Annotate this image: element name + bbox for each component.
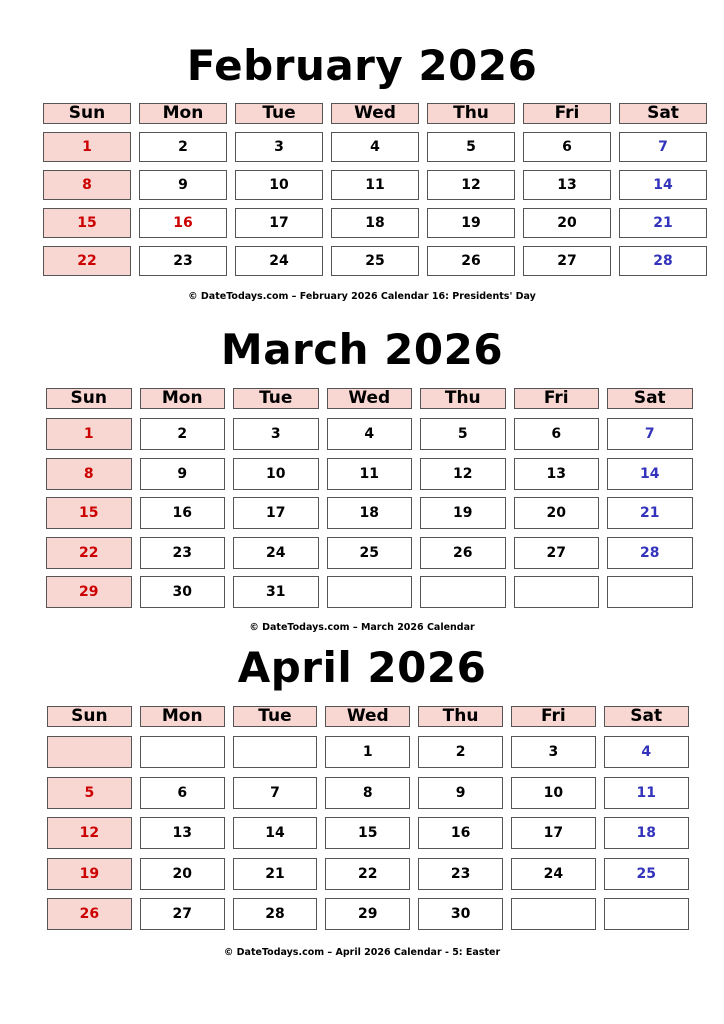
day-cell: 18 bbox=[331, 208, 419, 238]
footer-credit: © DateTodays.com – April 2026 Calendar - 5: Easter bbox=[223, 947, 501, 958]
day-cell: 5 bbox=[427, 132, 515, 162]
day-cell: 30 bbox=[140, 576, 226, 608]
day-cell: 10 bbox=[235, 170, 323, 200]
weekday-header-fri: Fri bbox=[511, 706, 596, 727]
empty-day-cell bbox=[233, 736, 318, 768]
day-cell: 12 bbox=[427, 170, 515, 200]
day-cell: 19 bbox=[427, 208, 515, 238]
day-cell: 8 bbox=[325, 777, 410, 809]
weekday-header-wed: Wed bbox=[331, 103, 419, 124]
weekday-header-thu: Thu bbox=[420, 388, 506, 409]
day-cell: 2 bbox=[139, 132, 227, 162]
weekday-header-mon: Mon bbox=[140, 388, 226, 409]
empty-day-cell bbox=[607, 576, 693, 608]
day-cell: 7 bbox=[233, 777, 318, 809]
empty-day-cell bbox=[420, 576, 506, 608]
day-cell: 1 bbox=[43, 132, 131, 162]
day-cell: 10 bbox=[233, 458, 319, 490]
day-cell: 1 bbox=[46, 418, 132, 450]
day-cell: 22 bbox=[325, 858, 410, 890]
day-cell: 10 bbox=[511, 777, 596, 809]
day-cell: 29 bbox=[46, 576, 132, 608]
footer-credit: © DateTodays.com – March 2026 Calendar bbox=[249, 622, 475, 633]
day-cell: 20 bbox=[140, 858, 225, 890]
day-cell: 19 bbox=[47, 858, 132, 890]
day-cell: 6 bbox=[140, 777, 225, 809]
day-cell: 15 bbox=[43, 208, 131, 238]
weekday-header-sun: Sun bbox=[43, 103, 131, 124]
day-cell: 4 bbox=[327, 418, 413, 450]
day-cell: 29 bbox=[325, 898, 410, 930]
day-cell: 7 bbox=[607, 418, 693, 450]
day-cell: 4 bbox=[331, 132, 419, 162]
day-cell: 26 bbox=[47, 898, 132, 930]
day-cell: 5 bbox=[420, 418, 506, 450]
empty-day-cell bbox=[514, 576, 600, 608]
day-cell: 17 bbox=[235, 208, 323, 238]
empty-day-cell bbox=[140, 736, 225, 768]
day-cell: 25 bbox=[331, 246, 419, 276]
day-cell: 6 bbox=[523, 132, 611, 162]
day-cell: 31 bbox=[233, 576, 319, 608]
day-cell: 27 bbox=[514, 537, 600, 569]
weekday-header-tue: Tue bbox=[233, 706, 318, 727]
month-title: April 2026 bbox=[237, 643, 487, 692]
day-cell: 28 bbox=[233, 898, 318, 930]
day-cell: 18 bbox=[327, 497, 413, 529]
day-cell: 21 bbox=[607, 497, 693, 529]
day-cell: 23 bbox=[139, 246, 227, 276]
day-cell: 9 bbox=[418, 777, 503, 809]
day-cell: 15 bbox=[325, 817, 410, 849]
day-cell: 13 bbox=[140, 817, 225, 849]
day-cell: 3 bbox=[235, 132, 323, 162]
weekday-header-sun: Sun bbox=[47, 706, 132, 727]
day-cell: 1 bbox=[325, 736, 410, 768]
empty-day-cell bbox=[47, 736, 132, 768]
day-cell: 20 bbox=[514, 497, 600, 529]
day-cell: 25 bbox=[604, 858, 689, 890]
empty-day-cell bbox=[511, 898, 596, 930]
weekday-header-sat: Sat bbox=[619, 103, 707, 124]
day-cell: 9 bbox=[140, 458, 226, 490]
day-cell: 24 bbox=[511, 858, 596, 890]
day-cell: 8 bbox=[46, 458, 132, 490]
day-cell: 23 bbox=[140, 537, 226, 569]
day-cell: 15 bbox=[46, 497, 132, 529]
weekday-header-tue: Tue bbox=[235, 103, 323, 124]
day-cell: 30 bbox=[418, 898, 503, 930]
day-cell: 19 bbox=[420, 497, 506, 529]
day-cell: 28 bbox=[619, 246, 707, 276]
day-cell: 26 bbox=[427, 246, 515, 276]
weekday-header-sat: Sat bbox=[604, 706, 689, 727]
day-cell: 13 bbox=[523, 170, 611, 200]
day-cell: 21 bbox=[619, 208, 707, 238]
footer-credit: © DateTodays.com – February 2026 Calendar 16: Presidents' Day bbox=[188, 291, 536, 302]
day-cell: 24 bbox=[233, 537, 319, 569]
weekday-header-wed: Wed bbox=[327, 388, 413, 409]
weekday-header-mon: Mon bbox=[140, 706, 225, 727]
day-cell: 14 bbox=[607, 458, 693, 490]
day-cell: 14 bbox=[619, 170, 707, 200]
day-cell: 16 bbox=[140, 497, 226, 529]
empty-day-cell bbox=[327, 576, 413, 608]
day-cell: 6 bbox=[514, 418, 600, 450]
weekday-header-tue: Tue bbox=[233, 388, 319, 409]
day-cell: 2 bbox=[140, 418, 226, 450]
weekday-header-fri: Fri bbox=[523, 103, 611, 124]
weekday-header-sun: Sun bbox=[46, 388, 132, 409]
day-cell: 16 bbox=[139, 208, 227, 238]
day-cell: 7 bbox=[619, 132, 707, 162]
weekday-header-thu: Thu bbox=[427, 103, 515, 124]
day-cell: 27 bbox=[523, 246, 611, 276]
weekday-header-mon: Mon bbox=[139, 103, 227, 124]
day-cell: 26 bbox=[420, 537, 506, 569]
day-cell: 11 bbox=[331, 170, 419, 200]
day-cell: 16 bbox=[418, 817, 503, 849]
day-cell: 12 bbox=[420, 458, 506, 490]
day-cell: 12 bbox=[47, 817, 132, 849]
day-cell: 22 bbox=[46, 537, 132, 569]
day-cell: 13 bbox=[514, 458, 600, 490]
day-cell: 23 bbox=[418, 858, 503, 890]
day-cell: 24 bbox=[235, 246, 323, 276]
month-title: February 2026 bbox=[186, 41, 538, 90]
day-cell: 18 bbox=[604, 817, 689, 849]
weekday-header-sat: Sat bbox=[607, 388, 693, 409]
weekday-header-thu: Thu bbox=[418, 706, 503, 727]
day-cell: 22 bbox=[43, 246, 131, 276]
day-cell: 4 bbox=[604, 736, 689, 768]
day-cell: 8 bbox=[43, 170, 131, 200]
day-cell: 20 bbox=[523, 208, 611, 238]
weekday-header-wed: Wed bbox=[325, 706, 410, 727]
day-cell: 27 bbox=[140, 898, 225, 930]
day-cell: 14 bbox=[233, 817, 318, 849]
month-title: March 2026 bbox=[220, 325, 504, 374]
day-cell: 5 bbox=[47, 777, 132, 809]
day-cell: 28 bbox=[607, 537, 693, 569]
day-cell: 2 bbox=[418, 736, 503, 768]
day-cell: 11 bbox=[327, 458, 413, 490]
empty-day-cell bbox=[604, 898, 689, 930]
day-cell: 11 bbox=[604, 777, 689, 809]
day-cell: 25 bbox=[327, 537, 413, 569]
day-cell: 3 bbox=[233, 418, 319, 450]
weekday-header-fri: Fri bbox=[514, 388, 600, 409]
day-cell: 17 bbox=[233, 497, 319, 529]
day-cell: 3 bbox=[511, 736, 596, 768]
day-cell: 9 bbox=[139, 170, 227, 200]
day-cell: 17 bbox=[511, 817, 596, 849]
day-cell: 21 bbox=[233, 858, 318, 890]
